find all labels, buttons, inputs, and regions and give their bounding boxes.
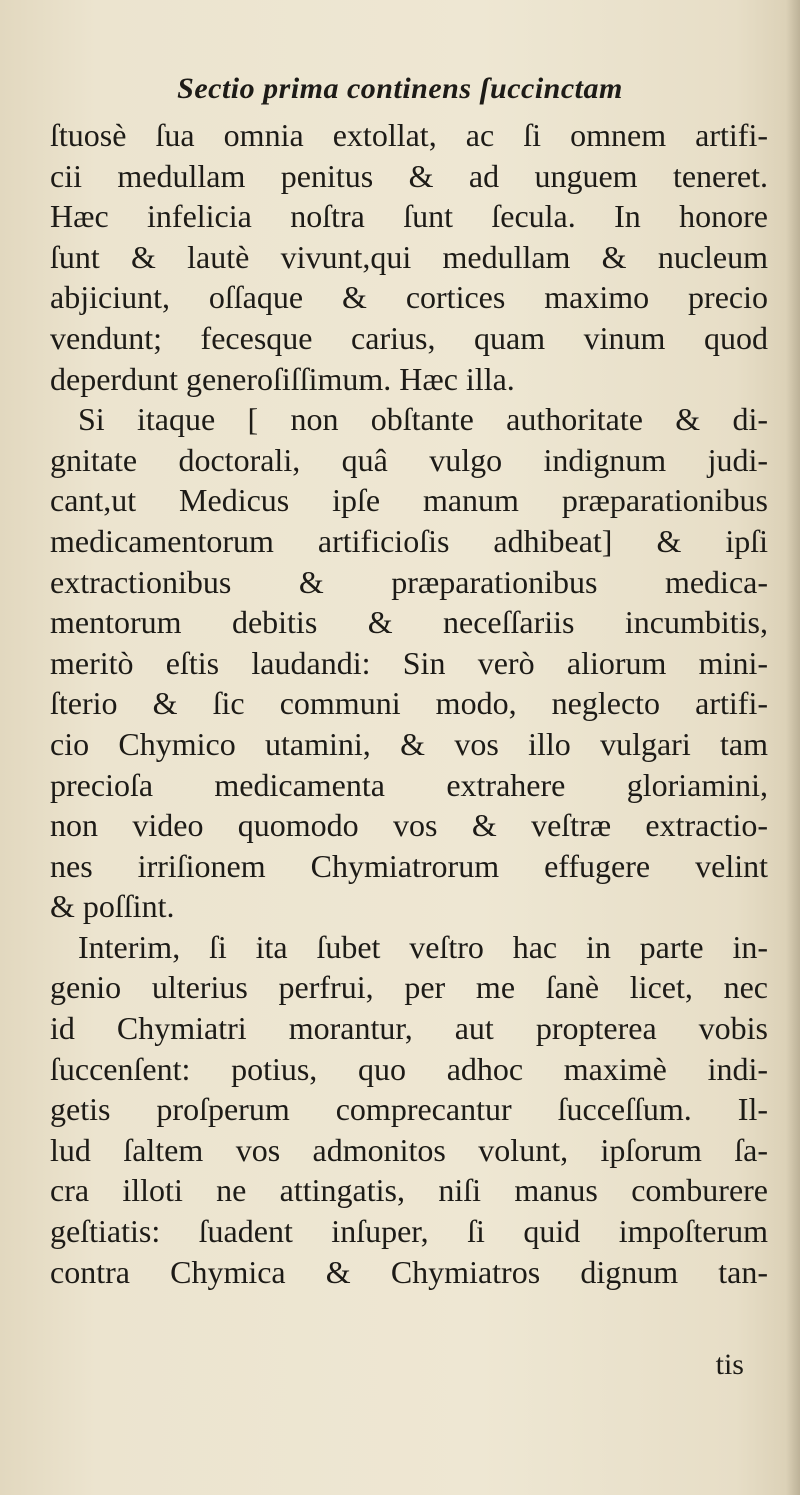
text-line: cio Chymico utamini, & vos illo vulgari tam <box>50 725 768 762</box>
text-line: gnitate doctorali, quâ vulgo indignum judi- <box>50 441 768 478</box>
text-line: & poſſint. <box>50 888 175 925</box>
text-line: mentorum debitis & neceſſariis incumbitis, <box>50 604 768 641</box>
text-line: ſtuosè ſua omnia extollat, ac ſi omnem artifi- <box>50 117 768 153</box>
text-line: cii medullam penitus & ad unguem teneret. <box>50 157 768 194</box>
body-text <box>50 115 768 1292</box>
text-line: vendunt; fecesque carius, quam vinum quod <box>50 319 768 356</box>
text-line: ſuccenſent: potius, quo adhoc maximè indi- <box>50 1050 768 1087</box>
text-line: nes irriſionem Chymiatrorum effugere velint <box>50 847 768 884</box>
catchword: tis <box>715 1348 744 1381</box>
text-line: medicamentorum artificioſis adhibeat] & ipſi <box>50 522 768 559</box>
text-line: lud ſaltem vos admonitos volunt, ipſorum ſa- <box>50 1131 768 1168</box>
text-line: contra Chymica & Chymiatros dignum tan- <box>50 1253 768 1290</box>
text-line: id Chymiatri morantur, aut propterea vobis <box>50 1010 768 1047</box>
text-line: extractionibus & præparationibus medica- <box>50 563 768 600</box>
text-line: meritò eſtis laudandi: Sin verò aliorum mini- <box>50 644 768 681</box>
text-line: cant,ut Medicus ipſe manum præparationibus <box>50 482 768 519</box>
text-line: cra illoti ne attingatis, niſi manus comburere <box>50 1172 768 1209</box>
text-line: Hæc infelicia noſtra ſunt ſecula. In honore <box>50 198 768 235</box>
text-line: genio ulterius perfrui, per me ſanè licet, nec <box>50 969 768 1006</box>
text-line: getis proſperum comprecantur ſucceſſum. Il- <box>50 1091 768 1128</box>
text-line: deperdunt generoſiſſimum. Hæc illa. <box>50 360 515 397</box>
text-line: precioſa medicamenta extrahere gloriamini, <box>50 766 768 803</box>
text-line: abjiciunt, oſſaque & cortices maximo precio <box>50 279 768 316</box>
text-line: geſtiatis: ſuadent inſuper, ſi quid impoſterum <box>50 1213 768 1250</box>
text-line: ſterio & ſic communi modo, neglecto artifi- <box>50 685 768 722</box>
text-line: ſunt & lautè vivunt,qui medullam & nucleum <box>50 238 768 275</box>
running-head: Sectio prima continens ſuccinctam <box>177 72 623 105</box>
text-line: Si itaque [ non obſtante authoritate & di- <box>78 401 768 438</box>
page-edge-shadow <box>786 0 800 1495</box>
text-line: non video quomodo vos & veſtræ extractio- <box>50 807 768 844</box>
text-line: Interim, ſi ita ſubet veſtro hac in parte in- <box>78 928 768 965</box>
